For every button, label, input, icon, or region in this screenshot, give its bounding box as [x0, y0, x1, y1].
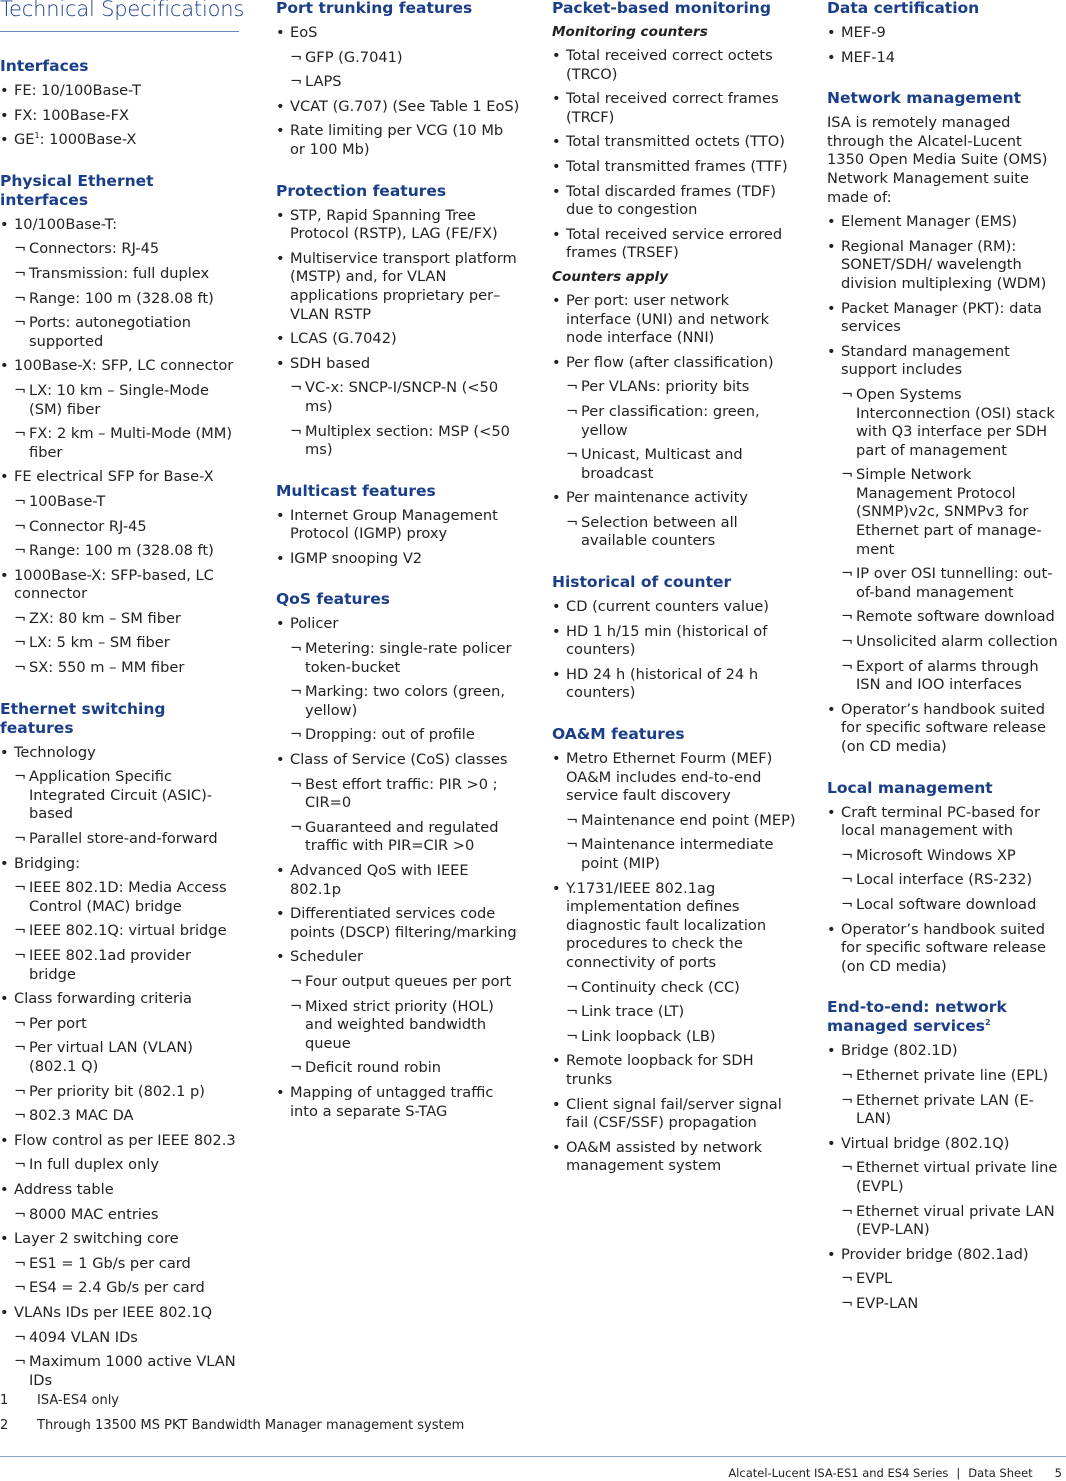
item-text: HD 1 h/15 min (historical of counters)	[566, 622, 768, 659]
list-item	[827, 24, 1063, 43]
item-text: Operator’s handbook suited for specific software release (on CD media)	[841, 700, 1047, 755]
spec-section	[827, 998, 1063, 1313]
spec-section	[276, 182, 521, 460]
section-heading	[552, 0, 797, 18]
sub-list-item: ¬ Range: 100 m (328.08 ft)	[14, 290, 240, 309]
sub-list	[290, 379, 521, 459]
sub-list	[841, 1159, 1063, 1239]
spec-section	[276, 590, 521, 1121]
list-item	[0, 744, 240, 849]
section-heading-text: Multicast features	[276, 481, 436, 500]
list-item	[276, 355, 521, 460]
item-text: VCAT (G.707) (See Table 1 EoS)	[290, 97, 520, 115]
footnote-text: Through 13500 MS PKT Bandwidth Manager management system	[37, 1418, 465, 1433]
section-heading-text: End-to-end: network managed services	[827, 998, 1007, 1036]
sub-list-item: ¬ In full duplex only	[14, 1156, 240, 1175]
bullet-list	[0, 216, 240, 678]
item-text: Class of Service (CoS) classes	[290, 751, 508, 769]
item-text: FE electrical SFP for Base-X	[14, 468, 214, 486]
sub-list-item: ¬ Ethernet virual private LAN (EVP-LAN)	[841, 1203, 1063, 1240]
list-item	[0, 1304, 240, 1390]
section-heading	[0, 172, 240, 210]
item-text: Operator’s handbook suited for specific software release (on CD media)	[841, 920, 1047, 975]
item-text: Internet Group Management Protocol (IGMP) proxy	[290, 506, 498, 543]
list-item	[827, 1246, 1063, 1314]
sub-list-item: ¬ VC-x: SNCP-I/SNCP-N (<50 ms)	[290, 379, 521, 416]
list-item	[827, 213, 1063, 232]
sub-list-item: ¬ EVP-LAN	[841, 1295, 1063, 1314]
item-text: Total transmitted frames (TTF)	[566, 157, 788, 175]
item-text: Flow control as per IEEE 802.3	[14, 1131, 236, 1149]
sub-list-item: ¬ Microsoft Windows XP	[841, 847, 1063, 866]
sub-list	[290, 640, 521, 745]
section-heading	[276, 482, 521, 501]
item-text: HD 24 h (historical of 24 h counters)	[566, 665, 759, 702]
item-text: Per port: user network interface (UNI) and network node interface (NNI)	[566, 291, 770, 347]
list-item	[552, 158, 797, 177]
item-text: Provider bridge (802.1ad)	[841, 1245, 1029, 1263]
page-footer	[728, 1466, 1062, 1480]
section-heading-text: Port trunking features	[276, 0, 473, 17]
sub-list-item: ¬ Ethernet private LAN (E-LAN)	[841, 1092, 1063, 1129]
spec-section	[276, 482, 521, 569]
sub-list	[566, 378, 797, 483]
section-heading	[827, 0, 1063, 18]
sub-list-item: ¬ IEEE 802.1ad provider bridge	[14, 947, 240, 984]
sub-list-item: ¬ Per port	[14, 1015, 240, 1034]
sub-list	[290, 49, 521, 92]
list-item	[552, 750, 797, 874]
item-text: Bridge (802.1D)	[841, 1042, 958, 1060]
sub-list-item: ¬ LAPS	[290, 73, 521, 92]
item-text: Scheduler	[290, 948, 364, 966]
bullet-list	[552, 750, 797, 1176]
bullet-list	[552, 598, 797, 703]
section-heading-text: Local management	[827, 778, 993, 797]
item-text: Rate limiting per VCG (10 Mb or 100 Mb)	[290, 122, 504, 158]
sub-list-item: ¬ Export of alarms through ISN and IOO interfaces	[841, 658, 1063, 695]
footer-separator: |	[956, 1466, 961, 1480]
sub-list-item: ¬ LX: 10 km – Single-Mode (SM) fiber	[14, 382, 240, 419]
list-item	[0, 990, 240, 1126]
section-heading-text: Historical of counter	[552, 573, 732, 592]
item-text: 10/100Base-T:	[14, 215, 118, 233]
sub-list-item: ¬ Open Systems Interconnection (OSI) stack with Q3 interface per SDH part of management	[841, 386, 1063, 460]
sub-list-item: ¬ Application Specific Integrated Circuit (ASIC)-based	[14, 768, 240, 824]
footnote	[0, 1413, 464, 1438]
footer-divider	[0, 1456, 1066, 1457]
item-text: Total received service errored frames (TRSEF)	[566, 225, 783, 262]
item-text: Remote loopback for SDH trunks	[566, 1052, 754, 1088]
list-item	[276, 330, 521, 349]
bullet-list	[827, 213, 1063, 756]
sub-list	[290, 973, 521, 1078]
section-heading	[827, 998, 1063, 1036]
item-text: Craft terminal PC-based for local management with	[841, 803, 1040, 840]
sub-list-item: ¬ Multiplex section: MSP (<50 ms)	[290, 423, 521, 460]
item-text: Class forwarding criteria	[14, 990, 192, 1008]
sub-list	[290, 776, 521, 856]
sub-list-item: ¬ ES1 = 1 Gb/s per card	[14, 1255, 240, 1274]
list-item	[0, 567, 240, 678]
sub-list-item: ¬ Per virtual LAN (VLAN) (802.1 Q)	[14, 1039, 240, 1076]
sub-list-item: ¬ Continuity check (CC)	[566, 979, 797, 998]
list-item	[552, 183, 797, 220]
item-text: SDH based	[290, 354, 371, 372]
sub-list-item: ¬ Maintenance end point (MEP)	[566, 812, 797, 831]
list-item	[827, 343, 1063, 695]
list-item	[0, 1181, 240, 1224]
sub-list-item: ¬ IP over OSI tunnelling: out-of-band management	[841, 565, 1063, 602]
sub-list-item: ¬ Four output queues per port	[290, 973, 521, 992]
list-item	[276, 550, 521, 569]
bullet-list	[827, 24, 1063, 67]
item-text: Client signal fail/server signal fail (CSF/SSF) propagation	[566, 1095, 782, 1132]
sub-list-item: ¬ ZX: 80 km – SM fiber	[14, 610, 240, 629]
footnote-text: ISA-ES4 only	[37, 1393, 119, 1408]
sub-list-item: ¬ 802.3 MAC DA	[14, 1107, 240, 1126]
item-text: Per maintenance activity	[566, 489, 748, 507]
bullet-list	[276, 507, 521, 569]
footnotes	[0, 1388, 464, 1438]
list-item	[276, 24, 521, 92]
spec-section	[827, 89, 1063, 756]
item-text: FX: 100Base-FX	[14, 106, 129, 124]
sub-list-item: ¬ Marking: two colors (green, yellow)	[290, 683, 521, 720]
section-heading	[276, 590, 521, 609]
sub-list	[14, 768, 240, 848]
section-heading	[276, 0, 521, 18]
item-text: Total transmitted octets (TTO)	[566, 133, 785, 151]
spec-section	[0, 700, 240, 1391]
sub-list	[566, 514, 797, 551]
section-paragraph: ISA is remotely managed through the Alcatel-Lucent 1350 Open Media Suite (OMS) Network Management suite made of:	[827, 114, 1048, 206]
subsection-heading: Counters apply	[552, 268, 669, 285]
item-text: EoS	[290, 24, 318, 41]
list-item	[0, 1132, 240, 1175]
sub-list	[14, 240, 240, 351]
section-heading	[827, 89, 1063, 108]
item-text: Total received correct frames (TRCF)	[566, 90, 779, 126]
section-heading-text: Physical Ethernet interfaces	[0, 171, 154, 209]
sub-list	[14, 493, 240, 561]
sub-list-item: ¬ IEEE 802.1D: Media Access Control (MAC) bridge	[14, 879, 240, 916]
sub-list-item: ¬ 8000 MAC entries	[14, 1206, 240, 1225]
item-text: LCAS (G.7042)	[290, 330, 397, 348]
section-heading-text: Protection features	[276, 181, 447, 200]
sub-list	[841, 1270, 1063, 1313]
item-text: Y.1731/IEEE 802.1ag implementation defines diagnostic fault localization procedures to check the connectivity of ports	[566, 879, 767, 971]
list-item	[552, 90, 797, 127]
sub-list-item: ¬ Mixed strict priority (HOL) and weighted bandwidth queue	[290, 998, 521, 1054]
item-text: GE	[14, 131, 35, 149]
bullet-list	[276, 615, 521, 1121]
list-item	[0, 131, 240, 150]
footnote-ref: 1	[34, 131, 40, 141]
sub-list-item: ¬ Per priority bit (802.1 p)	[14, 1083, 240, 1102]
section-heading	[827, 779, 1063, 798]
bullet-list	[552, 47, 797, 263]
list-item	[0, 1230, 240, 1298]
item-text: Address table	[14, 1180, 114, 1198]
list-item	[0, 107, 240, 126]
sub-list-item: ¬ Link trace (LT)	[566, 1003, 797, 1022]
list-item	[0, 855, 240, 985]
list-item	[552, 1052, 797, 1089]
list-item	[827, 921, 1063, 977]
item-text: 100Base-X: SFP, LC connector	[14, 357, 234, 375]
item-text: Multiservice transport platform (MSTP) and, for VLAN applications proprietary per–VLAN RSTP	[290, 249, 517, 323]
bullet-list	[0, 82, 240, 150]
sub-list-item: ¬ ES4 = 2.4 Gb/s per card	[14, 1279, 240, 1298]
list-item	[552, 226, 797, 263]
spec-section	[552, 0, 797, 551]
list-item	[827, 701, 1063, 757]
sub-list	[14, 879, 240, 984]
sub-list	[14, 1015, 240, 1126]
page-title: Technical Specifications	[0, 0, 245, 21]
list-item	[552, 354, 797, 484]
item-text: VLANs IDs per IEEE 802.1Q	[14, 1303, 213, 1321]
footer-document-name: Alcatel-Lucent ISA-ES1 and ES4 Series	[728, 1466, 949, 1480]
bullet-list	[552, 292, 797, 551]
sub-list-item: ¬ Unsolicited alarm collection	[841, 633, 1063, 652]
sub-list-item: ¬ FX: 2 km – Multi-Mode (MM) fiber	[14, 425, 240, 462]
section-heading	[552, 725, 797, 744]
section-heading-text: Packet-based monitoring	[552, 0, 771, 17]
item-text: Metro Ethernet Fourm (MEF) OA&M includes end-to-end service fault discovery	[566, 750, 773, 805]
section-heading	[552, 573, 797, 592]
list-item	[276, 122, 521, 159]
sub-list-item: ¬ Simple Network Management Protocol (SNMP)v2c, SNMPv3 for Ethernet part of manage-ment	[841, 466, 1063, 559]
item-text: Mapping of untagged traffic into a separate S-TAG	[290, 1083, 494, 1120]
list-item	[552, 489, 797, 551]
spec-section	[276, 0, 521, 160]
list-item	[552, 598, 797, 617]
list-item	[276, 751, 521, 856]
list-item	[827, 804, 1063, 915]
footnote-number: 1	[0, 1393, 9, 1408]
item-text: IGMP snooping V2	[290, 549, 423, 567]
section-heading	[0, 700, 240, 738]
item-text: Technology	[14, 743, 96, 761]
list-item	[827, 1135, 1063, 1240]
list-item	[276, 207, 521, 244]
sub-list-item: ¬ 100Base-T	[14, 493, 240, 512]
sub-list-item: ¬ Transmission: full duplex	[14, 265, 240, 284]
sub-list-item: ¬ Link loopback (LB)	[566, 1028, 797, 1047]
list-item	[552, 292, 797, 348]
list-item	[0, 82, 240, 101]
item-text: STP, Rapid Spanning Tree Protocol (RSTP), LAG (FE/FX)	[290, 206, 498, 243]
footnote-number: 2	[0, 1418, 9, 1433]
list-item	[276, 1084, 521, 1121]
page-number: 5	[1054, 1466, 1062, 1480]
item-text: Layer 2 switching core	[14, 1230, 179, 1248]
sub-list	[14, 610, 240, 678]
spec-column-4	[827, 0, 1063, 1335]
list-item	[276, 250, 521, 324]
list-item	[552, 1139, 797, 1176]
sub-list-item: ¬ Ports: autonegotiation supported	[14, 314, 240, 351]
list-item	[552, 133, 797, 152]
bullet-list	[827, 804, 1063, 977]
item-text: Regional Manager (RM): SONET/SDH/ wavelength division multiplexing (WDM)	[841, 237, 1047, 292]
bullet-list	[0, 744, 240, 1391]
list-item	[552, 880, 797, 1047]
list-item	[276, 862, 521, 899]
sub-list-item: ¬ EVPL	[841, 1270, 1063, 1289]
sub-list-item: ¬ Parallel store-and-forward	[14, 830, 240, 849]
sub-list	[14, 382, 240, 462]
item-text: Differentiated services code points (DSCP) filtering/marking	[290, 905, 517, 941]
sub-list-item: ¬ Dropping: out of profile	[290, 726, 521, 745]
list-item	[552, 1096, 797, 1133]
section-heading	[276, 182, 521, 201]
item-text: CD (current counters value)	[566, 598, 769, 616]
sub-list-item: ¬ Range: 100 m (328.08 ft)	[14, 542, 240, 561]
item-text-tail: : 1000Base-X	[39, 131, 137, 149]
footer-document-type: Data Sheet	[968, 1466, 1033, 1480]
sub-list	[841, 1067, 1063, 1129]
list-item	[276, 615, 521, 745]
sub-list-item: ¬ SX: 550 m – MM fiber	[14, 659, 240, 678]
sub-list-item: ¬ Per VLANs: priority bits	[566, 378, 797, 397]
item-text: Virtual bridge (802.1Q)	[841, 1134, 1010, 1152]
list-item	[552, 47, 797, 84]
sub-list-item: ¬ Per classification: green, yellow	[566, 403, 797, 440]
spec-column-1	[0, 0, 240, 1412]
item-text: FE: 10/100Base-T	[14, 82, 141, 99]
section-heading-text: Network management	[827, 89, 1022, 108]
list-item	[827, 238, 1063, 294]
list-item	[0, 216, 240, 352]
item-text: Total received correct octets (TRCO)	[566, 47, 773, 83]
spec-section	[827, 779, 1063, 977]
section-heading-text: QoS features	[276, 590, 390, 609]
list-item	[0, 357, 240, 462]
sub-list-item: ¬ Connector RJ-45	[14, 518, 240, 537]
bullet-list	[827, 1042, 1063, 1313]
item-text: Total discarded frames (TDF) due to congestion	[566, 182, 776, 219]
list-item	[827, 49, 1063, 68]
spec-section	[552, 573, 797, 703]
sub-list-item: ¬ Maintenance intermediate point (MIP)	[566, 836, 797, 873]
section-heading-text: Ethernet switching features	[0, 699, 166, 737]
sub-list	[841, 847, 1063, 915]
sub-list-item: ¬ Ethernet private line (EPL)	[841, 1067, 1063, 1086]
sub-list	[14, 1255, 240, 1298]
sub-list-item: ¬ Ethernet virtual private line (EVPL)	[841, 1159, 1063, 1196]
sub-list-item: ¬ Deficit round robin	[290, 1059, 521, 1078]
section-heading	[0, 57, 240, 76]
section-heading-text: Interfaces	[0, 57, 89, 75]
subsection-heading: Monitoring counters	[552, 24, 708, 40]
sub-list-item: ¬ GFP (G.7041)	[290, 49, 521, 68]
list-item	[552, 666, 797, 703]
section-heading-text: Data certification	[827, 0, 980, 17]
sub-list-item: ¬ Local software download	[841, 896, 1063, 915]
item-text: Policer	[290, 615, 339, 633]
spec-column-2	[276, 0, 521, 1143]
footnote	[0, 1388, 464, 1413]
sub-list-item: ¬ Local interface (RS-232)	[841, 871, 1063, 890]
spec-section	[552, 725, 797, 1176]
list-item	[0, 468, 240, 560]
sub-list	[14, 1329, 240, 1391]
sub-list-item: ¬ 4094 VLAN IDs	[14, 1329, 240, 1348]
list-item	[276, 948, 521, 1078]
spec-section	[0, 57, 240, 150]
sub-list	[566, 979, 797, 1047]
sub-list-item: ¬ Metering: single-rate policer token-bucket	[290, 640, 521, 677]
sub-list	[841, 386, 1063, 695]
list-item	[276, 98, 521, 117]
item-text: MEF-9	[841, 24, 886, 41]
sub-list	[14, 1156, 240, 1175]
item-text: Per flow (after classification)	[566, 353, 774, 371]
list-item	[827, 300, 1063, 337]
list-item	[552, 623, 797, 660]
section-heading-text: OA&M features	[552, 725, 685, 744]
spec-column-3	[552, 0, 797, 1198]
sub-list-item: ¬ Remote software download	[841, 608, 1063, 627]
item-text: OA&M assisted by network management system	[566, 1138, 763, 1175]
sub-list-item: ¬ IEEE 802.1Q: virtual bridge	[14, 922, 240, 941]
list-item	[276, 905, 521, 942]
list-item	[827, 1042, 1063, 1128]
sub-list	[566, 812, 797, 874]
sub-list-item: ¬ Selection between all available counters	[566, 514, 797, 551]
sub-list-item: ¬ Maximum 1000 active VLAN IDs	[14, 1353, 240, 1390]
sub-list	[14, 1206, 240, 1225]
spec-section	[827, 0, 1063, 67]
sub-list-item: ¬ Connectors: RJ-45	[14, 240, 240, 259]
sub-list-item: ¬ LX: 5 km – SM fiber	[14, 634, 240, 653]
item-text: Packet Manager (PKT): data services	[841, 299, 1042, 336]
item-text: MEF-14	[841, 48, 896, 66]
bullet-list	[276, 24, 521, 160]
sub-list-item: ¬ Guaranteed and regulated traffic with PIR=CIR >0	[290, 819, 521, 856]
item-text: Standard management support includes	[841, 342, 1010, 379]
item-text: Bridging:	[14, 854, 81, 872]
spec-section	[0, 172, 240, 678]
footnote-ref: 2	[984, 1018, 991, 1028]
item-text: 1000Base-X: SFP-based, LC connector	[14, 566, 214, 603]
item-text: Element Manager (EMS)	[841, 213, 1018, 231]
sub-list-item: ¬ Best effort traffic: PIR >0 ; CIR=0	[290, 776, 521, 813]
list-item	[276, 507, 521, 544]
bullet-list	[276, 207, 521, 460]
item-text: Advanced QoS with IEEE 802.1p	[290, 862, 469, 898]
sub-list-item: ¬ Unicast, Multicast and broadcast	[566, 446, 797, 483]
